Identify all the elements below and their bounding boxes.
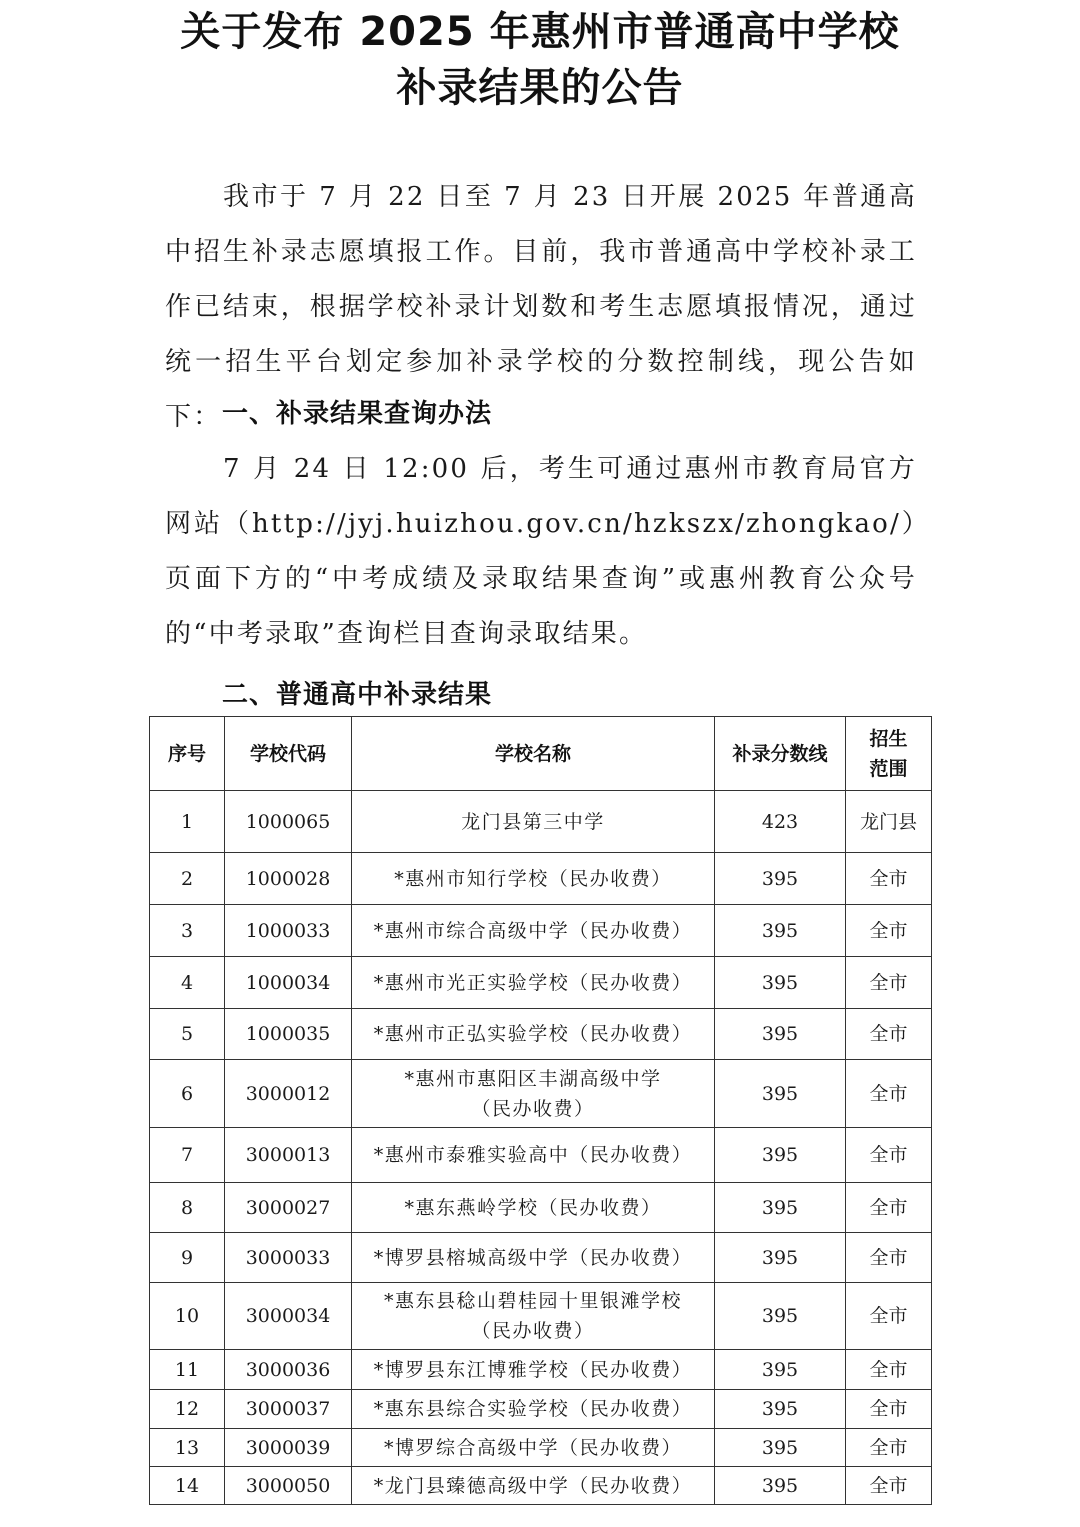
cell-scope: 全市 <box>846 1390 932 1429</box>
cell-index: 8 <box>150 1183 225 1233</box>
cell-score: 395 <box>715 905 846 957</box>
cell-score: 395 <box>715 1060 846 1128</box>
cell-code: 3000036 <box>225 1350 352 1390</box>
cell-code: 1000034 <box>225 957 352 1009</box>
table-row <box>150 1350 932 1390</box>
cell-scope: 全市 <box>846 1233 932 1283</box>
cell-scope: 全市 <box>846 1009 932 1060</box>
section1-heading: 一、补录结果查询办法 <box>222 399 493 429</box>
cell-index: 5 <box>150 1009 225 1060</box>
school-name-line1: *惠东县稔山碧桂园十里银滩学校 <box>383 1290 682 1312</box>
section1-paragraph: 7 月 24 日 12:00 后，考生可通过惠州市教育局官方网站（http://jyj.huizhou.gov.cn/hzkszx/zhongkao/）页面下方的“中考成绩及录取结果查询”或惠州教育公众号的“中考录取”查询栏目查询录取结果。 <box>165 454 917 649</box>
cell-score: 395 <box>715 1128 846 1183</box>
cell-code: 3000013 <box>225 1128 352 1183</box>
header-index: 序号 <box>150 717 225 791</box>
header-name: 学校名称 <box>352 717 715 791</box>
cell-index: 12 <box>150 1390 225 1429</box>
cell-scope: 全市 <box>846 957 932 1009</box>
cell-school-name <box>352 905 715 957</box>
cell-code: 3000034 <box>225 1283 352 1350</box>
cell-school-name <box>352 1467 715 1505</box>
cell-score: 423 <box>715 791 846 853</box>
cell-scope: 龙门县 <box>846 791 932 853</box>
cell-code: 3000033 <box>225 1233 352 1283</box>
cell-index: 4 <box>150 957 225 1009</box>
cell-school-name <box>352 1009 715 1060</box>
cell-score: 395 <box>715 1429 846 1467</box>
header-scope-line2: 范围 <box>869 757 908 780</box>
cell-scope: 全市 <box>846 905 932 957</box>
intro-paragraph: 我市于 7 月 22 日至 7 月 23 日开展 2025 年普通高中招生补录志愿填报工作。目前，我市普通高中学校补录工作已结束，根据学校补录计划数和考生志愿填报情况，通过统一招生平台划定参加补录学校的分数控制线，现公告如下： <box>165 182 917 432</box>
cell-score: 395 <box>715 1467 846 1505</box>
section2-heading: 二、普通高中补录结果 <box>222 680 493 710</box>
table-row <box>150 1283 932 1350</box>
cell-code: 3000027 <box>225 1183 352 1233</box>
cell-score: 395 <box>715 1183 846 1233</box>
cell-school-name <box>352 1233 715 1283</box>
table-row <box>150 1060 932 1128</box>
table-row <box>150 853 932 905</box>
cell-code: 1000033 <box>225 905 352 957</box>
header-scope <box>846 717 932 791</box>
school-name-line1: *龙门县臻德高级中学（民办收费） <box>373 1474 693 1497</box>
cell-score: 395 <box>715 957 846 1009</box>
cell-scope: 全市 <box>846 853 932 905</box>
cell-scope: 全市 <box>846 1283 932 1350</box>
cell-school-name <box>352 1183 715 1233</box>
table-row <box>150 1467 932 1505</box>
cell-index: 13 <box>150 1429 225 1467</box>
cell-code: 3000012 <box>225 1060 352 1128</box>
cell-scope: 全市 <box>846 1128 932 1183</box>
table-header-row <box>150 717 932 791</box>
school-name-line1: *博罗县东江博雅学校（民办收费） <box>373 1358 693 1381</box>
document-title-line1: 关于发布 2025 年惠州市普通高中学校 <box>180 9 900 55</box>
school-name-line1: 龙门县第三中学 <box>461 810 605 833</box>
table-row <box>150 791 932 853</box>
cell-code: 1000035 <box>225 1009 352 1060</box>
cell-index: 7 <box>150 1128 225 1183</box>
cell-score: 395 <box>715 1390 846 1429</box>
cell-index: 10 <box>150 1283 225 1350</box>
cell-code: 3000050 <box>225 1467 352 1505</box>
cell-school-name <box>352 1283 715 1350</box>
cell-school-name <box>352 1429 715 1467</box>
cell-school-name <box>352 957 715 1009</box>
cell-index: 3 <box>150 905 225 957</box>
school-name-line1: *惠州市惠阳区丰湖高级中学 <box>404 1067 662 1090</box>
table-row <box>150 1009 932 1060</box>
cell-index: 14 <box>150 1467 225 1505</box>
school-name-line1: *博罗县榕城高级中学（民办收费） <box>373 1246 693 1269</box>
cell-index: 11 <box>150 1350 225 1390</box>
cell-index: 1 <box>150 791 225 853</box>
school-name-line2: （民办收费） <box>471 1320 595 1342</box>
cell-score: 395 <box>715 1009 846 1060</box>
header-code: 学校代码 <box>225 717 352 791</box>
cell-score: 395 <box>715 1350 846 1390</box>
header-score: 补录分数线 <box>715 717 846 791</box>
cell-score: 395 <box>715 853 846 905</box>
school-name-line1: *惠东县综合实验学校（民办收费） <box>373 1398 693 1420</box>
header-scope-line1: 招生 <box>869 727 908 750</box>
cell-school-name <box>352 1350 715 1390</box>
table-row <box>150 1429 932 1467</box>
school-name-line1: *博罗综合高级中学（民办收费） <box>383 1436 682 1459</box>
cell-index: 9 <box>150 1233 225 1283</box>
school-name-line1: *惠东燕岭学校（民办收费） <box>404 1196 662 1219</box>
document-title-line2: 补录结果的公告 <box>396 65 684 111</box>
cell-school-name <box>352 853 715 905</box>
table-row <box>150 1183 932 1233</box>
cell-school-name <box>352 1390 715 1429</box>
cell-code: 1000028 <box>225 853 352 905</box>
cell-school-name <box>352 1060 715 1128</box>
school-name-line1: *惠州市正弘实验学校（民办收费） <box>373 1023 693 1045</box>
cell-index: 6 <box>150 1060 225 1128</box>
table-row <box>150 905 932 957</box>
school-name-line1: *惠州市综合高级中学（民办收费） <box>373 919 693 942</box>
school-name-line2: （民办收费） <box>471 1097 595 1120</box>
cell-scope: 全市 <box>846 1060 932 1128</box>
cell-scope: 全市 <box>846 1183 932 1233</box>
table-row <box>150 957 932 1009</box>
cell-code: 1000065 <box>225 791 352 853</box>
school-name-line1: *惠州市泰雅实验高中（民办收费） <box>373 1144 693 1166</box>
school-name-line1: *惠州市知行学校（民办收费） <box>394 867 672 890</box>
cell-score: 395 <box>715 1283 846 1350</box>
cell-index: 2 <box>150 853 225 905</box>
table-row <box>150 1390 932 1429</box>
cell-scope: 全市 <box>846 1467 932 1505</box>
table-row <box>150 1128 932 1183</box>
cell-code: 3000037 <box>225 1390 352 1429</box>
school-name-line1: *惠州市光正实验学校（民办收费） <box>373 971 693 994</box>
results-table <box>149 716 932 1505</box>
cell-school-name <box>352 1128 715 1183</box>
cell-scope: 全市 <box>846 1429 932 1467</box>
cell-scope: 全市 <box>846 1350 932 1390</box>
cell-score: 395 <box>715 1233 846 1283</box>
cell-code: 3000039 <box>225 1429 352 1467</box>
cell-school-name <box>352 791 715 853</box>
table-row <box>150 1233 932 1283</box>
